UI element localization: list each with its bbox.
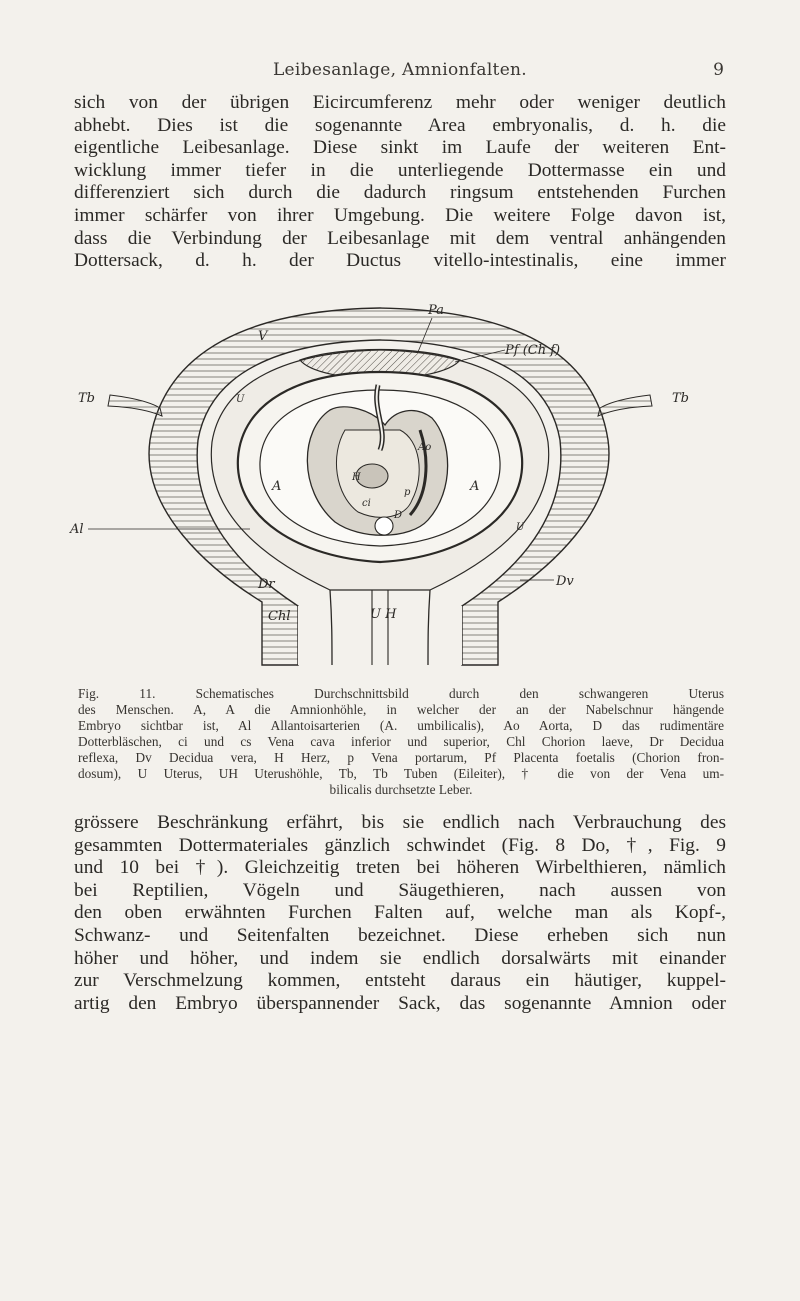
text-line: Schwanz- und Seitenfalten bezeichnet. Diese erheben sich nun bbox=[74, 924, 726, 946]
text-line: zur Verschmelzung kommen, entsteht daraus ein häutiger, kuppel- bbox=[74, 970, 726, 992]
label-dv: Dv bbox=[556, 574, 574, 589]
caption-line: des Menschen. A, A die Amnionhöhle, in welcher der an der Nabelschnur hängende bbox=[78, 702, 724, 717]
label-h: H bbox=[352, 472, 361, 483]
text-line: Dottersack, d. h. der Ductus vitello-intestinalis, eine immer bbox=[74, 250, 726, 272]
text-line: den oben erwähnten Furchen Falten auf, welche man als Kopf-, bbox=[74, 902, 726, 924]
figure-caption bbox=[78, 686, 724, 798]
label-u-left: U bbox=[236, 394, 245, 405]
paragraph-bottom bbox=[74, 812, 726, 1015]
text-line: gesammten Dottermateriales gänzlich schwindet (Fig. 8 Do, †, Fig. 9 bbox=[74, 834, 726, 856]
text-line: artig den Embryo überspannender Sack, das sogenannte Amnion oder bbox=[74, 992, 726, 1014]
label-a-right: A bbox=[470, 479, 480, 494]
label-chl: Chl bbox=[268, 609, 291, 624]
label-d: D bbox=[394, 510, 403, 521]
text-line: eigentliche Leibesanlage. Diese sinkt im Laufe der weiteren Ent- bbox=[74, 137, 726, 159]
paragraph-top bbox=[74, 92, 726, 273]
label-ao: Ao bbox=[418, 442, 432, 453]
text-line: immer schärfer von ihrer Umgebung. Die weitere Folge davon ist, bbox=[74, 204, 726, 226]
caption-line: dosum), U Uterus, UH Uterushöhle, Tb, Tb Tuben (Eileiter), † die von der Vena um- bbox=[78, 766, 724, 781]
figure-uterus-section bbox=[0, 290, 800, 680]
yolk-sac bbox=[375, 517, 393, 535]
heart bbox=[356, 464, 388, 488]
text-line: dass die Verbindung der Leibesanlage mit dem ventral anhängenden bbox=[74, 227, 726, 249]
tube-right bbox=[598, 395, 652, 416]
text-line: wicklung immer tiefer in die unterliegende Dottermasse ein und bbox=[74, 159, 726, 181]
text-line: sich von der übrigen Eicircumferenz mehr oder weniger deutlich bbox=[74, 92, 726, 113]
label-a-left: A bbox=[272, 479, 282, 494]
label-pa: Pa bbox=[428, 303, 444, 318]
caption-line: reflexa, Dv Decidua vera, H Herz, p Vena portarum, Pf Placenta foetalis (Chorion fron- bbox=[78, 750, 724, 765]
text-line: und 10 bei †). Gleichzeitig treten bei höheren Wirbelthieren, nämlich bbox=[74, 857, 726, 879]
text-line: differenziert sich durch die dadurch ringsum entstehenden Furchen bbox=[74, 182, 726, 204]
caption-line: Dotterbläschen, ci und cs Vena cava inferior und superior, Chl Chorion laeve, Dr Decidua bbox=[78, 734, 724, 749]
label-uh: U H bbox=[370, 607, 397, 622]
page-number: 9 bbox=[713, 60, 724, 80]
label-v: V bbox=[258, 329, 268, 344]
label-pf: Pf (Ch f) bbox=[505, 343, 561, 358]
caption-line: Fig. 11. Schematisches Durchschnittsbild durch den schwangeren Uterus bbox=[78, 686, 724, 701]
label-p: p bbox=[404, 487, 411, 498]
text-line: bei Reptilien, Vögeln und Säugethieren, nach aussen von bbox=[74, 879, 726, 901]
label-tb-left: Tb bbox=[78, 391, 95, 406]
label-u-right: U bbox=[516, 522, 525, 533]
tube-left bbox=[108, 395, 162, 416]
label-dr: Dr bbox=[258, 577, 275, 592]
label-ci: ci bbox=[362, 498, 371, 509]
caption-line: Embryo sichtbar ist, Al Allantoisarterien (A. umbilicalis), Ao Aorta, D das rudimentäre bbox=[78, 718, 724, 733]
label-tb-right: Tb bbox=[672, 391, 689, 406]
uterus-diagram bbox=[0, 290, 800, 680]
caption-line: bilicalis durchsetzte Leber. bbox=[329, 782, 473, 797]
text-line: höher und höher, und indem sie endlich dorsalwärts mit einander bbox=[74, 947, 726, 969]
text-line: grössere Beschränkung erfährt, bis sie endlich nach Verbrauchung des bbox=[74, 812, 726, 833]
running-head: Leibesanlage, Amnionfalten. bbox=[272, 60, 528, 80]
label-al: Al bbox=[70, 522, 84, 537]
text-line: abhebt. Dies ist die sogenannte Area embryonalis, d. h. die bbox=[74, 114, 726, 136]
